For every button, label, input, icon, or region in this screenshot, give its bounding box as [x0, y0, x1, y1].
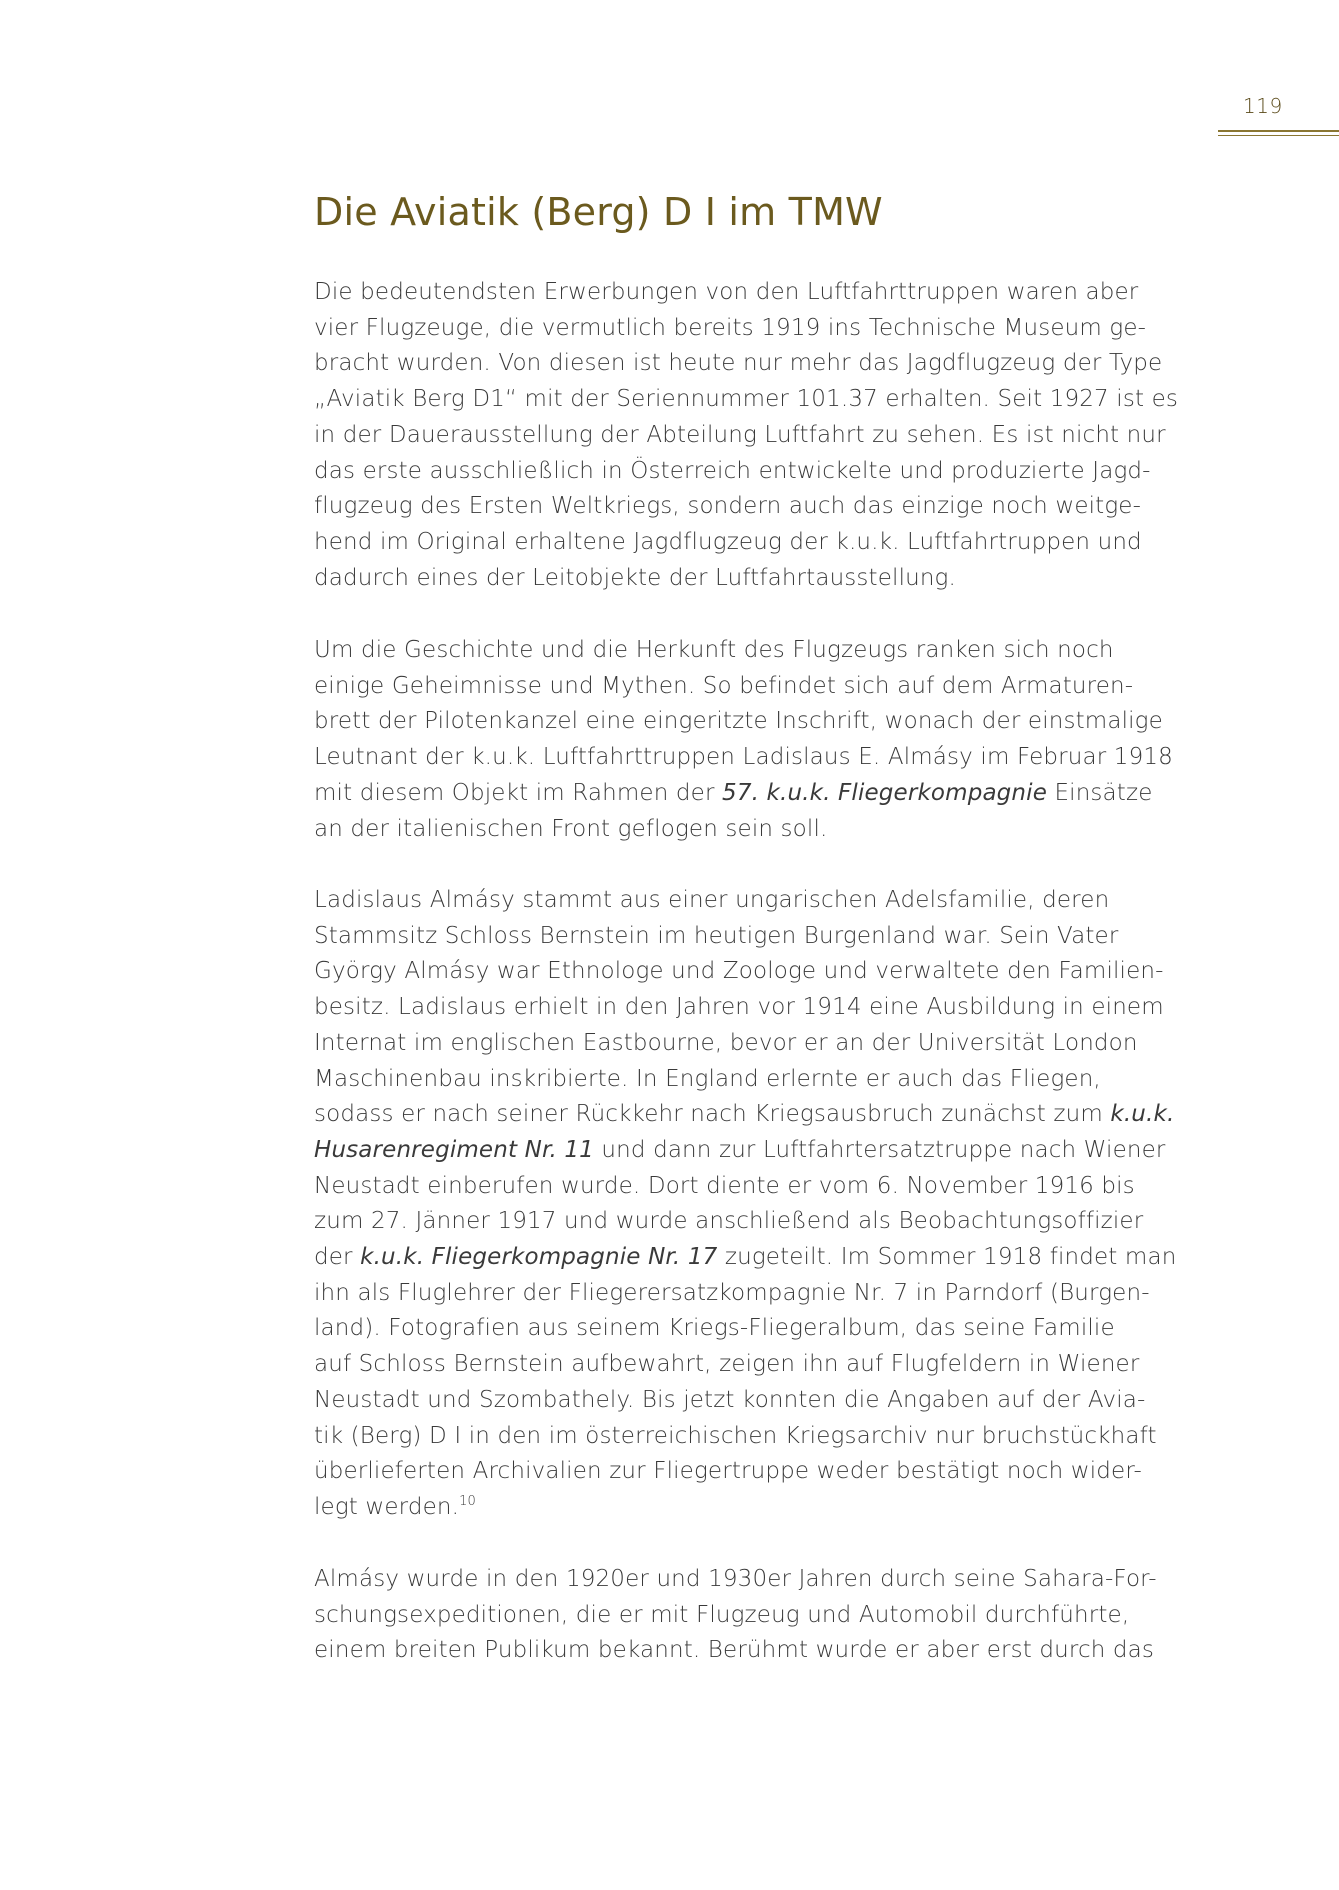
paragraph-3-line: tik (Berg) D I in den im österreichischen Kriegsarchiv nur bruchstückhaft	[314, 1422, 1157, 1449]
paragraph-1-line: Die bedeutendsten Erwerbungen von den Luftfahrttruppen waren aber	[314, 279, 1139, 305]
paragraph-1-line: hend im Original erhaltene Jagdflugzeug der k.u.k. Luftfahrtruppen und	[314, 528, 1142, 555]
paragraph-2-line: Leutnant der k.u.k. Luftfahrttruppen Ladislaus E. Almásy im Februar 1918	[314, 744, 1173, 771]
article-body	[314, 190, 1204, 1664]
paragraph-3-line: Ladislaus Almásy stammt aus einer ungarischen Adelsfamilie, deren	[314, 887, 1110, 913]
paragraph-4-line: schungsexpeditionen, die er mit Flugzeug und Automobil durchführte,	[314, 1601, 1130, 1628]
section-heading: Die Aviatik (Berg) D I im TMW	[314, 190, 883, 234]
paragraph-2-line: Um die Geschichte und die Herkunft des Flugzeugs ranken sich noch	[314, 637, 1114, 663]
text-run: und dann zur Luftfahrtersatztruppe nach Wiener	[593, 1136, 1166, 1163]
paragraph-3-line	[314, 1097, 1204, 1133]
header-rule-thick	[1218, 130, 1339, 132]
paragraph-2-line: an der italienischen Front geflogen sein soll.	[314, 815, 828, 842]
paragraph-3-line	[314, 1133, 1204, 1169]
paragraph-2-line: einige Geheimnisse und Mythen. So befindet sich auf dem Armaturen-	[314, 672, 1134, 699]
paragraph-3-line: Internat im englischen Eastbourne, bevor er an der Universität London	[314, 1029, 1138, 1056]
paragraph-3	[314, 883, 1204, 1526]
paragraph-3-line: Neustadt einberufen wurde. Dort diente er vom 6. November 1916 bis	[314, 1172, 1135, 1199]
paragraph-3-line: besitz. Ladislaus erhielt in den Jahren vor 1914 eine Ausbildung in einem	[314, 994, 1164, 1021]
paragraph-3-line: Stammsitz Schloss Bernstein im heutigen Burgenland war. Sein Vater	[314, 922, 1119, 949]
paragraph-3-line: land). Fotografien aus seinem Kriegs-Fliegeralbum, das seine Familie	[314, 1315, 1115, 1342]
paragraph-3-line	[314, 1240, 1204, 1276]
text-run: sodass er nach seiner Rückkehr nach Kriegsausbruch zunächst zum	[314, 1101, 1111, 1128]
paragraph-3-line: György Almásy war Ethnologe und Zoologe und verwaltete den Familien-	[314, 958, 1164, 985]
paragraph-1-line: bracht wurden. Von diesen ist heute nur mehr das Jagdflugzeug der Type	[314, 350, 1163, 377]
unit-name-italic: k.u.k.	[1110, 1101, 1175, 1128]
paragraph-1-line: flugzeug des Ersten Weltkriegs, sondern auch das einzige noch weitge-	[314, 493, 1142, 520]
paragraph-1-line: dadurch eines der Leitobjekte der Luftfahrtausstellung.	[314, 564, 956, 591]
paragraph-3-line: Maschinenbau inskribierte. In England erlernte er auch das Fliegen,	[314, 1065, 1101, 1092]
unit-name-italic: 57. k.u.k. Fliegerkompagnie	[722, 779, 1048, 806]
paragraph-3-line: überlieferten Archivalien zur Fliegertruppe weder bestätigt noch wider-	[314, 1458, 1142, 1485]
text-run: der	[314, 1244, 361, 1271]
footnote-marker[interactable]: 10	[459, 1493, 476, 1509]
text-run: mit diesem Objekt im Rahmen der	[314, 779, 723, 806]
paragraph-1	[314, 275, 1204, 596]
paragraph-2	[314, 633, 1204, 847]
unit-name-italic: Husarenregiment Nr. 11	[314, 1136, 594, 1163]
paragraph-3-line	[314, 1490, 1204, 1526]
paragraph-2-line: brett der Pilotenkanzel eine eingeritzte Inschrift, wonach der einstmalige	[314, 708, 1163, 735]
paragraph-4-line: Almásy wurde in den 1920er und 1930er Jahren durch seine Sahara-For-	[314, 1566, 1157, 1592]
text-run: Einsätze	[1047, 779, 1153, 806]
paragraph-4-line: einem breiten Publikum bekannt. Berühmt wurde er aber erst durch das	[314, 1637, 1155, 1664]
header-rule-thin	[1218, 135, 1339, 136]
paragraph-1-line: das erste ausschließlich in Österreich entwickelte und produzierte Jagd-	[314, 457, 1151, 484]
paragraph-2-line	[314, 776, 1204, 812]
paragraph-1-line: vier Flugzeuge, die vermutlich bereits 1919 ins Technische Museum ge-	[314, 314, 1147, 341]
paragraph-3-line: auf Schloss Bernstein aufbewahrt, zeigen ihn auf Flugfeldern in Wiener	[314, 1351, 1140, 1378]
paragraph-3-line: zum 27. Jänner 1917 und wurde anschließend als Beobachtungsoffizier	[314, 1208, 1144, 1235]
paragraph-4	[314, 1562, 1204, 1669]
text-run: legt werden.	[314, 1493, 460, 1520]
paragraph-3-line: Neustadt und Szombathely. Bis jetzt konnten die Angaben auf der Avia-	[314, 1386, 1146, 1413]
paragraph-3-line: ihn als Fluglehrer der Fliegerersatzkompagnie Nr. 7 in Parndorf (Burgen-	[314, 1279, 1150, 1306]
paragraph-1-line: „Aviatik Berg D1“ mit der Seriennummer 101.37 erhalten. Seit 1927 ist es	[314, 386, 1179, 413]
page-number: 119	[1243, 94, 1283, 118]
unit-name-italic: k.u.k. Fliegerkompagnie Nr. 17	[360, 1244, 718, 1271]
paragraph-1-line: in der Dauerausstellung der Abteilung Luftfahrt zu sehen. Es ist nicht nur	[314, 421, 1166, 448]
text-run: zugeteilt. Im Sommer 1918 findet man	[717, 1244, 1177, 1271]
